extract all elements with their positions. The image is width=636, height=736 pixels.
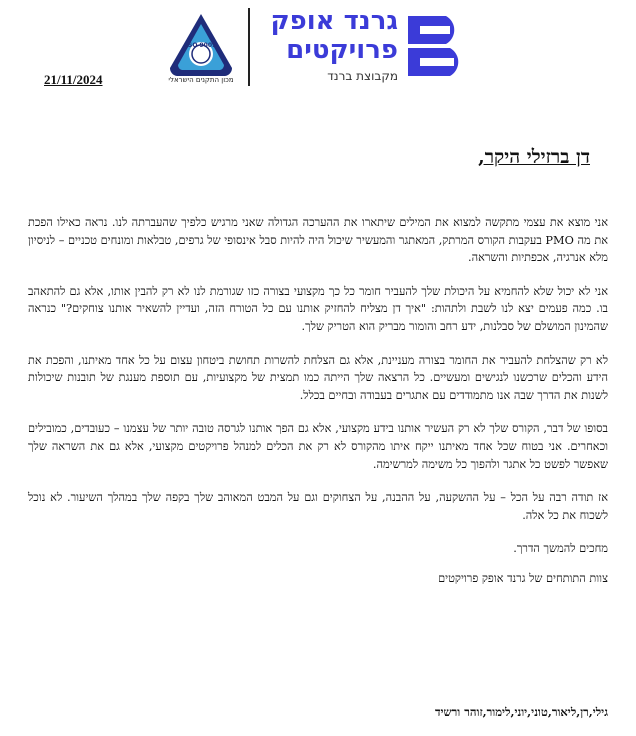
- paragraph-team: צוות התותחים של גרנד אופק פרויקטים: [438, 571, 608, 585]
- letter-greeting: דן ברזילי היקר,: [478, 146, 590, 168]
- letter-body: [28, 214, 608, 600]
- grand-b-logo: [402, 10, 480, 82]
- paragraph-closing: מחכים להמשך הדרך.: [513, 542, 608, 556]
- paragraph-3: לא רק שהצלחת להעביר את החומר בצורה מעניינת, אלא גם הצלחת להשרות תחושת ביטחון עצום על כל אחד מאיתנו, והפכת את הידע והכלים שרכשנו לנגישים ומעשיים. כל הרצאה שלך הייתה כמו תמצית של מקצועיות, עם תוספת מענגת של תובנות שיכולות לשנות את הדרך שבה אנו מתמודדים עם אתגרים בעבודה ובחיים בכלל.: [28, 353, 608, 402]
- brand-line-1: גרנד אופק: [270, 6, 398, 36]
- paragraph-5: אז תודה רבה על הכל – על ההשקעה, על ההבנה, על הצחוקים וגם על המבט המאוהב שלך בקפה שלך במהלך השיעור. לא נוכל לשכוח את כל אלה.: [28, 491, 608, 522]
- israel-logo-caption: מכון התקנים הישראלי: [168, 76, 234, 84]
- signature-names: גילי,רן,ליאור,טוני,יוני,לימור,זוהר ורשיד: [434, 705, 608, 719]
- brand-line-3: מקבוצת ברנד: [327, 69, 398, 83]
- brand-wordmark: [258, 6, 398, 86]
- paragraph-2: אני לא יכול שלא להחמיא על היכולת שלך להעביר חומר כל כך מקצועי בצורה כזו שגורמת לנו לא רק להבין אותו, אלא גם להתאהב בו. כמה פעמים יצא לנו לשבת ולתהות: "איך דן מצליח להחזיק אותנו עם כל הטורח הזה, ועדיין להשאיר אותנו צוחקים?" כנראה שהמינון המושלם של סבלנות, ידע רחב והומור מבריק הוא הטריק שלך.: [28, 284, 608, 333]
- paragraph-1: אני מוצא את עצמי מתקשה למצוא את המילים שיתארו את ההערכה הגדולה שאני מרגיש כלפיך שהעברתה לנו. נראה כאילו הפכת את מה PMO בעקבות הקורס המרתק, המאתגר והמעשיר שיכול היה להיות סבל אינסופי של גרפים, טבלאות ומונחים טכניים – לניסיון מלא אנרגיה, אכפתיות והשראה.: [28, 216, 608, 265]
- letter-date: 21/11/2024: [44, 72, 103, 87]
- brand-line-2: פרויקטים: [286, 35, 398, 65]
- grand-b-icon: [402, 10, 480, 82]
- header-divider: [248, 8, 250, 86]
- paragraph-4: בסופו של דבר, הקורס שלך לא רק העשיר אותנו בידע מקצועי, אלא גם הפך אותנו לגרסה טובה יותר של עצמנו – כעובדים, כמובילים וכאחרים. אני בטוח שכל אחד מאיתנו ייקח איתו מהקורס לא רק את הכלים למנהל פרויקטים מקצועי, אלא גם את השראה שלך שאפשר לפשט כל אתגר ולהפוך כל משימה למרשימה.: [28, 422, 608, 471]
- israel-standards-logo: [162, 10, 240, 88]
- iso-label: ISO 9001: [185, 42, 217, 49]
